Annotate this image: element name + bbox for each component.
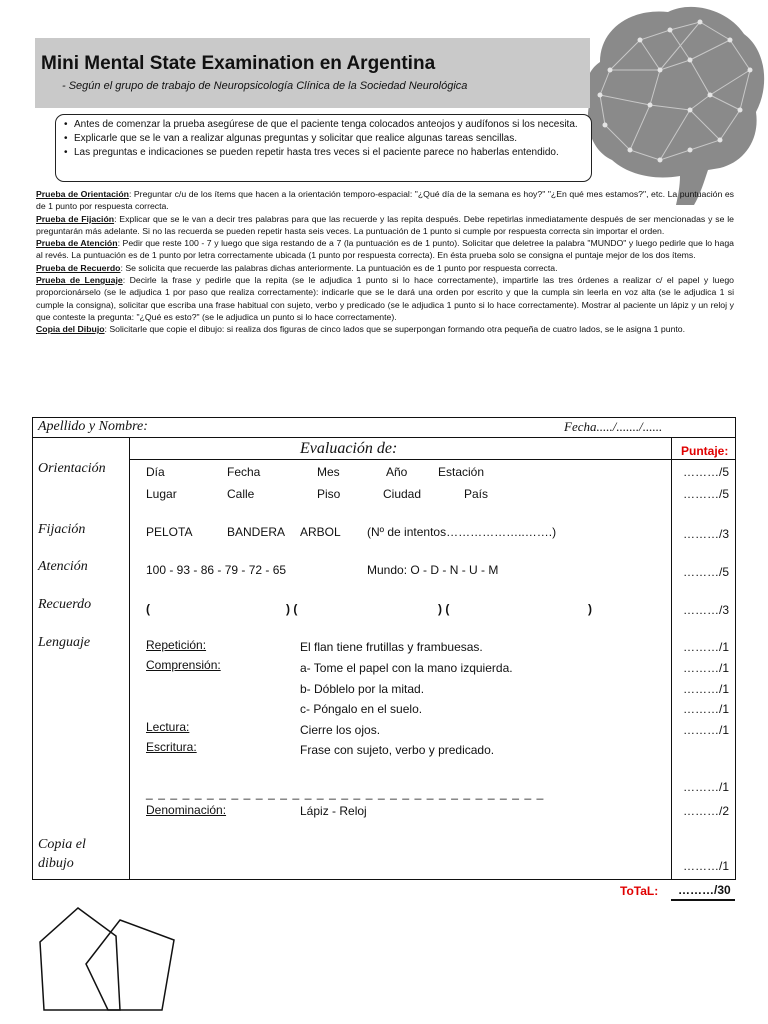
eval-header-divider bbox=[130, 459, 735, 460]
score-field[interactable]: ………/5 bbox=[683, 465, 730, 479]
orientation-item: País bbox=[464, 487, 489, 501]
score-field[interactable]: ………/5 bbox=[683, 487, 730, 501]
instruction-orientation: Prueba de Orientación: Preguntar c/u de los ítems que hacen a la orientación temporo-espacial: "¿Qué día de la semana es hoy?" "¿En qué mes estamos?", etc. La puntuación es de 1 punto por respuesta correcta. bbox=[36, 189, 734, 212]
naming-label: Denominación: bbox=[146, 803, 227, 817]
column-divider bbox=[129, 438, 130, 879]
score-field[interactable]: ………/5 bbox=[683, 565, 730, 579]
reading-text: Cierre los ojos. bbox=[300, 723, 381, 737]
repetition-text: El flan tiene frutillas y frambuesas. bbox=[300, 640, 483, 654]
recall-label: Recuerdo bbox=[38, 597, 92, 612]
comprehension-item: c- Póngalo en el suelo. bbox=[300, 702, 423, 716]
orientation-item: Año bbox=[386, 465, 408, 479]
fixation-word: ARBOL bbox=[300, 525, 341, 539]
score-field[interactable]: ………/2 bbox=[683, 804, 730, 818]
column-divider bbox=[671, 438, 672, 879]
attention-label: Atención bbox=[38, 559, 88, 574]
instruction-language: Prueba de Lenguaje: Decirle la frase y pedirle que la repita (se le adjudica 1 punto si lo hace correctamente), impartirle las tres órdenes a realizar c/ el papel y luego proporcionárselo (se le adjudica 1 por paso que realiza correctamente): indicarle que se le dará una orden por escrito y que la cumpla sin leerla en voz alta (se le adjudica 1 si cumple la consigna), solicitar que escriba una frase habitual con sujeto, verbo y predicado (se le adjudica 1 punto si lo hace correctamente). Mostrar al paciente un lápiz y un reloj y que conteste la pregunta: "¿Qué es esto?" (se le adjudica un punto si lo hace correctamente). bbox=[36, 275, 734, 322]
orientation-item: Estación bbox=[438, 465, 485, 479]
instruction-copy: Copia del Dibujo: Solicitarle que copie el dibujo: si realiza dos figuras de cinco lados que se superpongan formando otra pequeña de cuatro lados, se le asigna 1 punto. bbox=[36, 324, 686, 335]
page-subtitle: - Según el grupo de trabajo de Neuropsicología Clínica de la Sociedad Neurológica bbox=[62, 80, 468, 92]
total-label: ToTaL: bbox=[620, 884, 659, 898]
language-label: Lenguaje bbox=[38, 635, 91, 650]
score-field[interactable]: ………/1 bbox=[683, 661, 730, 675]
date-label: Fecha...../......./...... bbox=[564, 419, 663, 434]
repetition-label: Repetición: bbox=[146, 638, 207, 652]
comprehension-item: b- Dóblelo por la mitad. bbox=[300, 682, 425, 696]
eval-title: Evaluación de: bbox=[300, 440, 398, 457]
name-label: Apellido y Nombre: bbox=[38, 419, 148, 434]
score-field[interactable]: ………/3 bbox=[683, 603, 730, 617]
pentagons-drawing bbox=[38, 906, 188, 1016]
fixation-label: Fijación bbox=[38, 522, 86, 537]
recall-slot[interactable]: ) ( bbox=[438, 602, 450, 616]
score-field[interactable]: ………/1 bbox=[683, 859, 730, 873]
orientation-item: Día bbox=[146, 465, 165, 479]
subtraction-sequence: 100 - 93 - 86 - 79 - 72 - 65 bbox=[146, 563, 287, 577]
total-field[interactable]: ………/30 bbox=[678, 883, 731, 897]
note-item: • Explicarle que se le van a realizar algunas preguntas y solicitar que realice algunas tareas sencillas. bbox=[64, 133, 583, 146]
page-title: Mini Mental State Examination en Argentina bbox=[41, 53, 436, 74]
writing-label: Escritura: bbox=[146, 740, 197, 754]
copy-label: dibujo bbox=[38, 856, 74, 871]
score-field[interactable]: ………/1 bbox=[683, 780, 730, 794]
orientation-item: Calle bbox=[227, 487, 255, 501]
total-underline bbox=[671, 899, 735, 901]
comprehension-item: a- Tome el papel con la mano izquierda. bbox=[300, 661, 513, 675]
orientation-label: Orientación bbox=[38, 461, 106, 476]
note-item: • Antes de comenzar la prueba asegúrese de que el paciente tenga colocados anteojos y audífonos si los necesita. bbox=[64, 119, 583, 132]
score-field[interactable]: ………/1 bbox=[683, 640, 730, 654]
fixation-word: PELOTA bbox=[146, 525, 193, 539]
recall-slot[interactable]: ) bbox=[588, 602, 592, 616]
score-field[interactable]: ………/3 bbox=[683, 527, 730, 541]
orientation-item: Piso bbox=[317, 487, 341, 501]
orientation-item: Fecha bbox=[227, 465, 261, 479]
writing-line[interactable]: _ _ _ _ _ _ _ _ _ _ _ _ _ _ _ _ _ _ _ _ _ _ _ _ _ _ _ _ _ _ _ _ _ bbox=[146, 786, 545, 800]
score-field[interactable]: ………/1 bbox=[683, 723, 730, 737]
orientation-item: Ciudad bbox=[383, 487, 422, 501]
score-header: Puntaje: bbox=[681, 444, 729, 458]
mundo-sequence: Mundo: O - D - N - U - M bbox=[367, 563, 499, 577]
fixation-word: BANDERA bbox=[227, 525, 286, 539]
score-field[interactable]: ………/1 bbox=[683, 702, 730, 716]
notes-box bbox=[55, 114, 592, 182]
score-field[interactable]: ………/1 bbox=[683, 682, 730, 696]
instruction-fixation: Prueba de Fijación: Explicar que se le van a decir tres palabras para que las recuerde y las repita después. Debe repetirlas inmediatamente después de ser mencionadas y se le preguntarán más adelante. Si no las recuerda se pueden repetir hasta seis veces. La puntuación de 1 punto si cumple por respuesta correcta sin importar el orden. bbox=[36, 213, 734, 236]
recall-slot[interactable]: ) ( bbox=[286, 602, 298, 616]
note-item: • Las preguntas e indicaciones se pueden repetir hasta tres veces si el paciente parece no haberlas entendido. bbox=[64, 147, 583, 160]
comprehension-label: Comprensión: bbox=[146, 658, 221, 672]
orientation-item: Mes bbox=[317, 465, 340, 479]
orientation-item: Lugar bbox=[146, 487, 177, 501]
reading-label: Lectura: bbox=[146, 720, 190, 734]
writing-text: Frase con sujeto, verbo y predicado. bbox=[300, 743, 495, 757]
recall-slot[interactable]: ( bbox=[146, 602, 150, 616]
naming-text: Lápiz - Reloj bbox=[300, 804, 367, 818]
instruction-attention: Prueba de Atención: Pedir que reste 100 - 7 y luego que siga restando de a 7 (la puntuación es de 1 punto). Solicitar que deletree la palabra "MUNDO" y luego pedirle que lo haga al revés. La puntuación es de 1 punto por letra correctamente ubicada (1 punto por respuesta correcta). En ésta prueba solo se consigna el puntaje mejor de los dos ítems. bbox=[36, 238, 734, 261]
instructions bbox=[36, 188, 734, 336]
attempts-field[interactable]: (Nº de intentos………………..…….) bbox=[367, 525, 557, 539]
copy-label: Copia el bbox=[38, 837, 86, 852]
instruction-recall: Prueba de Recuerdo: Se solicita que recuerde las palabras dichas anteriormente. La puntuación es de 1 punto por respuesta correcta. bbox=[36, 262, 558, 273]
